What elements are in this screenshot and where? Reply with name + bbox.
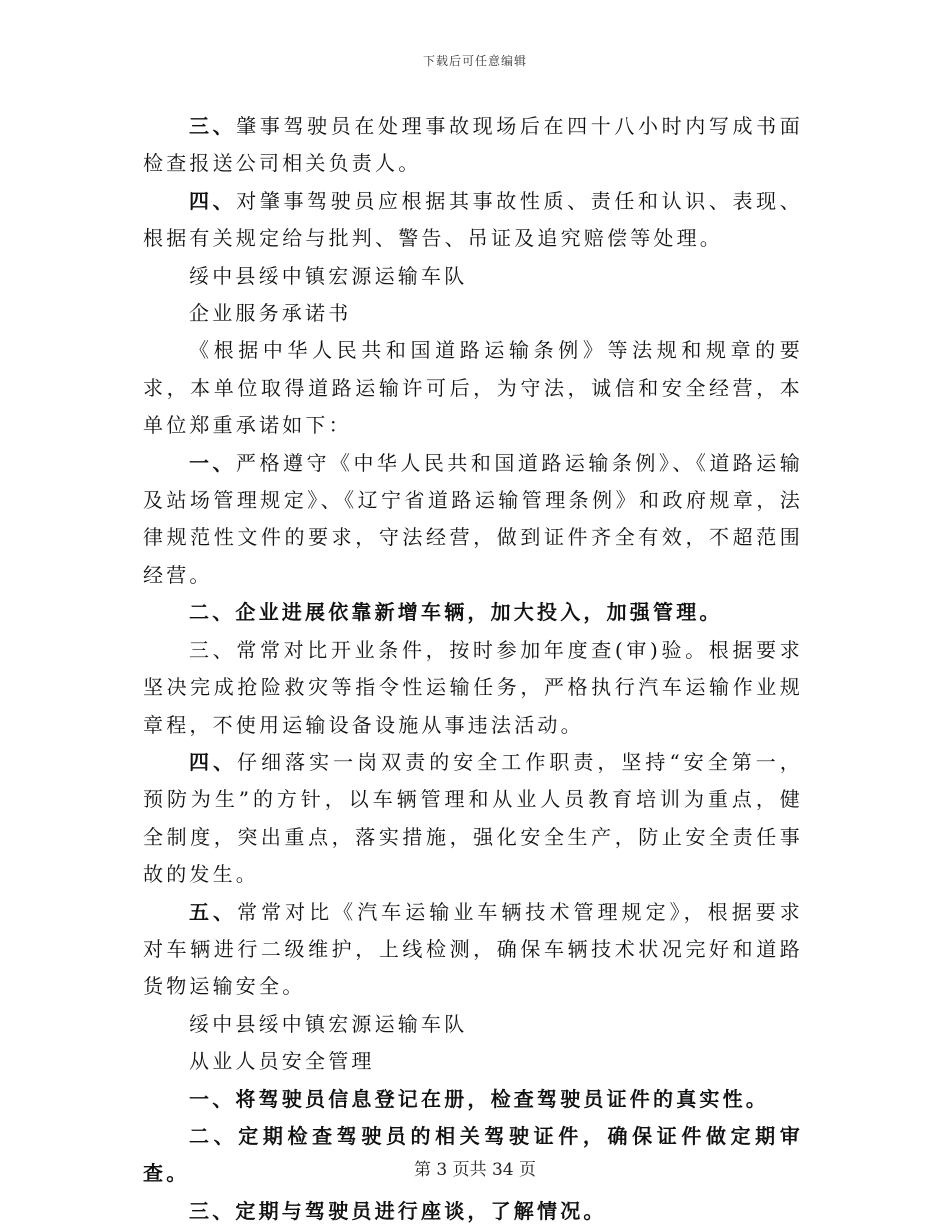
paragraph-lead: 五、: [189, 899, 238, 924]
paragraph-lead: 三、: [189, 114, 237, 138]
paragraph-lead: 四、: [189, 749, 238, 774]
paragraph-bold: 二、企业进展依靠新增车辆，加大投入，加强管理。: [189, 600, 723, 625]
paragraph-lead: 四、: [189, 188, 237, 213]
paragraph-bold: 一、将驾驶员信息登记在册，检查驾驶员证件的真实性。: [189, 1086, 769, 1111]
paragraph: [143, 108, 803, 183]
paragraph-text: 仔细落实一岗双责的安全工作职责，坚持“安全第一，预防为生”的方针，以车辆管理和从业人员教育培训为重点，健全制度，突出重点，落实措施，强化安全生产，防止安全责任事故的发生。: [143, 749, 803, 887]
page-header: 下载后可任意编辑: [422, 54, 527, 68]
paragraph: [143, 744, 803, 894]
paragraph: 三、常常对比开业条件，按时参加年度查(审)验。根据要求坚决完成抢险救灾等指令性运输任务，严格执行汽车运输作业规章程，不使用运输设备设施从事违法活动。: [143, 637, 803, 737]
paragraph-bold: 三、定期与驾驶员进行座谈，了解情况。: [189, 1198, 607, 1223]
paragraph: [143, 894, 803, 1006]
section-title: 从业人员安全管理: [189, 1049, 375, 1074]
organization-name: 绥中县绥中镇宏源运输车队: [189, 263, 468, 288]
paragraph-text: 肇事驾驶员在处理事故现场后在四十八小时内写成书面检查报送公司相关负责人。: [143, 114, 803, 176]
document-body: [143, 108, 803, 1230]
paragraph: [143, 183, 803, 258]
paragraph-text: 对肇事驾驶员应根据其事故性质、责任和认识、表现、根据有关规定给与批判、警告、吊证及追究赔偿等处理。: [143, 188, 803, 251]
page-footer: 第 3 页共 34 页: [413, 1160, 537, 1180]
organization-name: 绥中县绥中镇宏源运输车队: [189, 1011, 468, 1036]
paragraph-lead: 一、: [189, 450, 236, 475]
paragraph: 《根据中华人民共和国道路运输条例》等法规和规章的要求，本单位取得道路运输许可后，为守法，诚信和安全经营，本单位郑重承诺如下：: [143, 338, 803, 438]
paragraph-text: 常常对比《汽车运输业车辆技术管理规定》，根据要求对车辆进行二级维护，上线检测，确保车辆技术状况完好和道路货物运输安全。: [143, 899, 803, 999]
paragraph-bold: 二、定期检查驾驶员的相关驾驶证件，确保证件做定期审查。: [143, 1123, 803, 1186]
section-title: 企业服务承诺书: [189, 301, 352, 326]
paragraph: [143, 445, 803, 595]
paragraph-text: 严格遵守《中华人民共和国道路运输条例》、《道路运输及站场管理规定》、《辽宁省道路运输管理条例》和政府规章，法律规范性文件的要求，守法经营，做到证件齐全有效，不超范围经营。: [143, 450, 803, 587]
